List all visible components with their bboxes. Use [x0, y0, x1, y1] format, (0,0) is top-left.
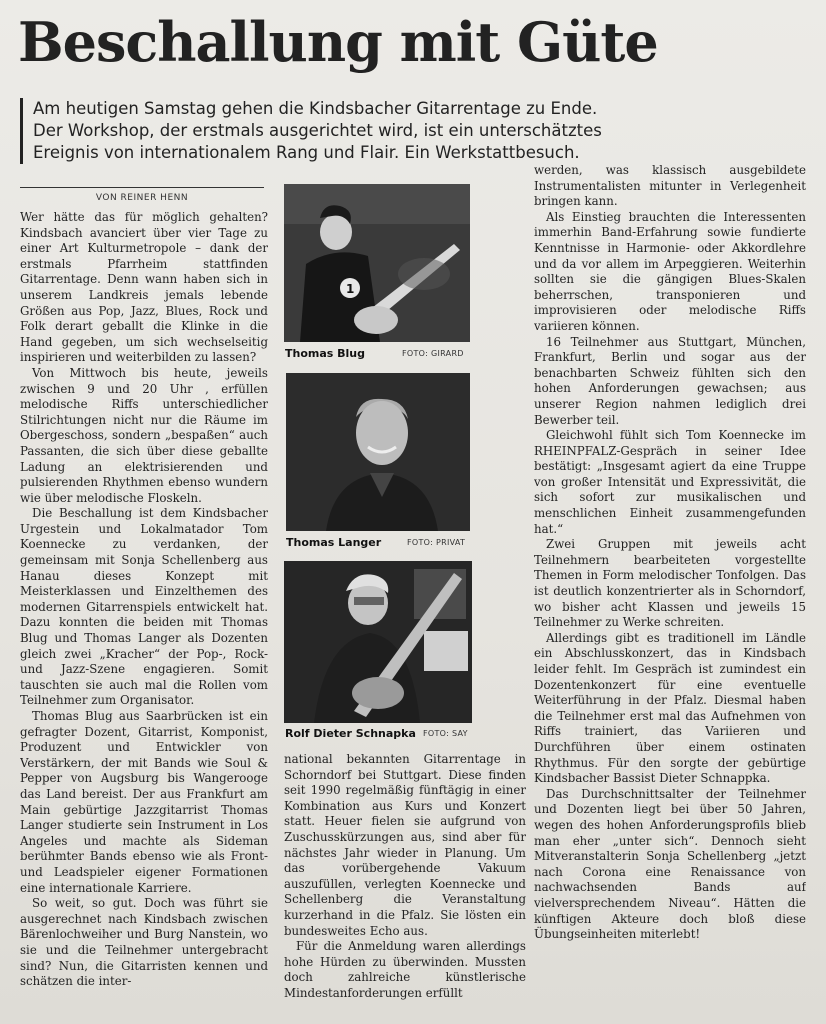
text-column-2: [284, 752, 526, 1020]
paragraph: werden, was klassisch ausgebildete Instrumentalisten mitunter in Verlegenheit bringen kann.: [534, 163, 806, 209]
paragraph: Zwei Gruppen mit jeweils acht Teilnehmern bearbeiteten vorgestellte Themen in Form melodischer Tonfolgen. Das ist deutlich konzentrierter als in Schorndorf, wo bisher acht Klassen und jeweils 15 Teilnehmer zu Werke schreiten.: [534, 537, 806, 630]
photo-caption: Thomas Langer: [286, 536, 382, 549]
paragraph: Das Durchschnittsalter der Teilnehmer und Dozenten liegt bei über 50 Jahren, wegen des hohen Anforderungsprofils blieb man eher „unter sich“. Dennoch sieht Mitveranstalterin Sonja Schellenberg „jetzt nach Corona eine Renaissance von nachwachsenden Bands auf vielversprechendem Niveau“. Hätten die künftigen Akteure doch bloß diese Übungseinheiten miterlebt!: [534, 786, 806, 942]
portrait-photo-image: [286, 373, 470, 531]
lead-line: Der Workshop, der erstmals ausgerichtet wird, ist ein unterschätztes: [33, 121, 602, 140]
svg-text:1: 1: [346, 282, 355, 296]
lead-line: Am heutigen Samstag gehen die Kindsbacher Gitarrentage zu Ende.: [33, 99, 598, 118]
paragraph: So weit, so gut. Doch was führt sie ausgerechnet nach Kindsbach zwischen Bärenlochweiher und Burg Nanstein, wo sie und die Teilnehmer untergebracht sind? Nun, die Gitarristen kennen und schätzen die inter-: [20, 896, 268, 989]
paragraph: Von Mittwoch bis heute, jeweils zwischen 9 und 20 Uhr , erfüllen melodische Riffs unterschiedlicher Stilrichtungen nicht nur die Räume im Obergeschoss, sondern „bespaßen“ auch Passanten, die sich über diese geballte Ladung an elektrisierenden und pulsierenden Rhythmen ebenso wundern wie über melodische Floskeln.: [20, 365, 268, 505]
paragraph: Thomas Blug aus Saarbrücken ist ein gefragter Dozent, Gitarrist, Komponist, Produzent und Entwickler von Verstärkern, der mit Bands wie Soul & Pepper von Augsburg bis Wangerooge das Land bereist. Der aus Frankfurt am Main gebürtige Jazzgitarrist Thomas Langer studierte sein Instrument in Los Angeles und machte als Sideman berühmter Bands ebenso wie als Front- und Leadspieler eigener Formationen eine internationale Karriere.: [20, 709, 268, 895]
paragraph: Für die Anmeldung waren allerdings hohe Hürden zu überwinden. Mussten doch zahlreiche künstlerische Mindestanforderungen erfüllt: [284, 939, 526, 1000]
paragraph: Die Beschallung ist dem Kindsbacher Urgestein und Lokalmatador Tom Koennecke zu verdanken, der gemeinsam mit Sonja Schellenberg aus Hanau dieses Konzept mit Meisterklassen und Einzelthemen des modernen Gitarrenspiels entwickelt hat. Dazu konnten die beiden mit Thomas Blug und Thomas Langer als Dozenten gleich zwei „Kracher“ der Pop-, Rock- und Jazz-Szene engagieren. Somit tauschten sie auch mal die Rollen vom Teilnehmer zum Organisator.: [20, 506, 268, 708]
photo-credit: FOTO: SAY: [423, 729, 468, 738]
paragraph: national bekannten Gitarrentage in Schorndorf bei Stuttgart. Diese finden seit 1990 regelmäßig fünftägig in einer Kombination aus Kurs und Konzert statt. Heuer fielen sie aufgrund von Zuschusskürzungen aus, sind aber für nächstes Jahr wieder in Planung. Um das vorübergehende Vakuum auszufüllen, verlegten Koennecke und Schellenberg die Veranstaltung kurzerhand in die Pfalz. Sie lösten ein bundesweites Echo aus.: [284, 752, 526, 938]
guitarist-photo-image: [284, 184, 470, 342]
text-column-1: [20, 210, 268, 1020]
photo-credit: FOTO: PRIVAT: [407, 538, 466, 547]
byline: VON REINER HENN: [20, 187, 264, 203]
paragraph: Gleichwohl fühlt sich Tom Koennecke im RHEINPFALZ-Gespräch in seiner Idee bestätigt: „Insgesamt agiert da eine Truppe von großer Intensität und Expressivität, die sich sofort zur musikalischen und menschlichen Einheit zusammengefunden hat.“: [534, 428, 806, 536]
photo-thomas-langer: [286, 373, 470, 531]
paragraph: Wer hätte das für möglich gehalten? Kindsbach avanciert über vier Tage zu einer Art Kulturmetropole – dank der erstmals Pfarrheim stattfinden Gitarrentage. Denn wann haben sich in unserem Landkreis jemals lebende Größen aus Pop, Jazz, Blues, Rock und Folk derart geballt die Klinke in die Hand gegeben, um sich wechselseitig inspirieren und weiterbilden zu lassen?: [20, 210, 268, 365]
paragraph: Als Einstieg brauchten die Interessenten immerhin Band-Erfahrung sowie fundierte Kenntnisse in Harmonie- oder Akkordlehre und da vor allem im Arpeggieren. Weiterhin sollten sie die gängigen Blues-Skalen beherrschen, transponieren und improvisieren oder melodische Riffs variieren können.: [534, 209, 806, 333]
article-headline: Beschallung mit Güte: [18, 10, 658, 74]
text-column-3: [534, 163, 806, 1023]
photo-caption: Rolf Dieter Schnapka: [285, 727, 416, 740]
paragraph: Allerdings gibt es traditionell im Ländle ein Abschlusskonzert, das in Kindsbach leider fehlt. Im Gespräch ist zumindest ein Dozentenkonzert für eine eventuelle Weiterführung in der Pfalz. Diesmal haben die Teilnehmer erst mal das Aufnehmen von Riffs trainiert, das Variieren und Durchführen über einem ostinaten Rhythmus. Für den sorgte der gebürtige Kindsbacher Bassist Dieter Schnappka.: [534, 630, 806, 786]
paragraph: 16 Teilnehmer aus Stuttgart, München, Frankfurt, Berlin und sogar aus der benachbarten Schweiz fühlten sich den hohen Anforderungen gewachsen; aus unserer Region nahmen lediglich drei Bewerber teil.: [534, 334, 806, 427]
article-lead: [20, 98, 653, 164]
photo-caption: Thomas Blug: [285, 347, 366, 360]
photo-credit: FOTO: GIRARD: [402, 349, 464, 358]
lead-line: Ereignis von internationalem Rang und Flair. Ein Werkstattbesuch.: [33, 143, 580, 162]
photo-rolf-dieter-schnapka: [284, 561, 472, 723]
photo-thomas-blug: [284, 184, 470, 342]
bassist-photo-image: [284, 561, 472, 723]
